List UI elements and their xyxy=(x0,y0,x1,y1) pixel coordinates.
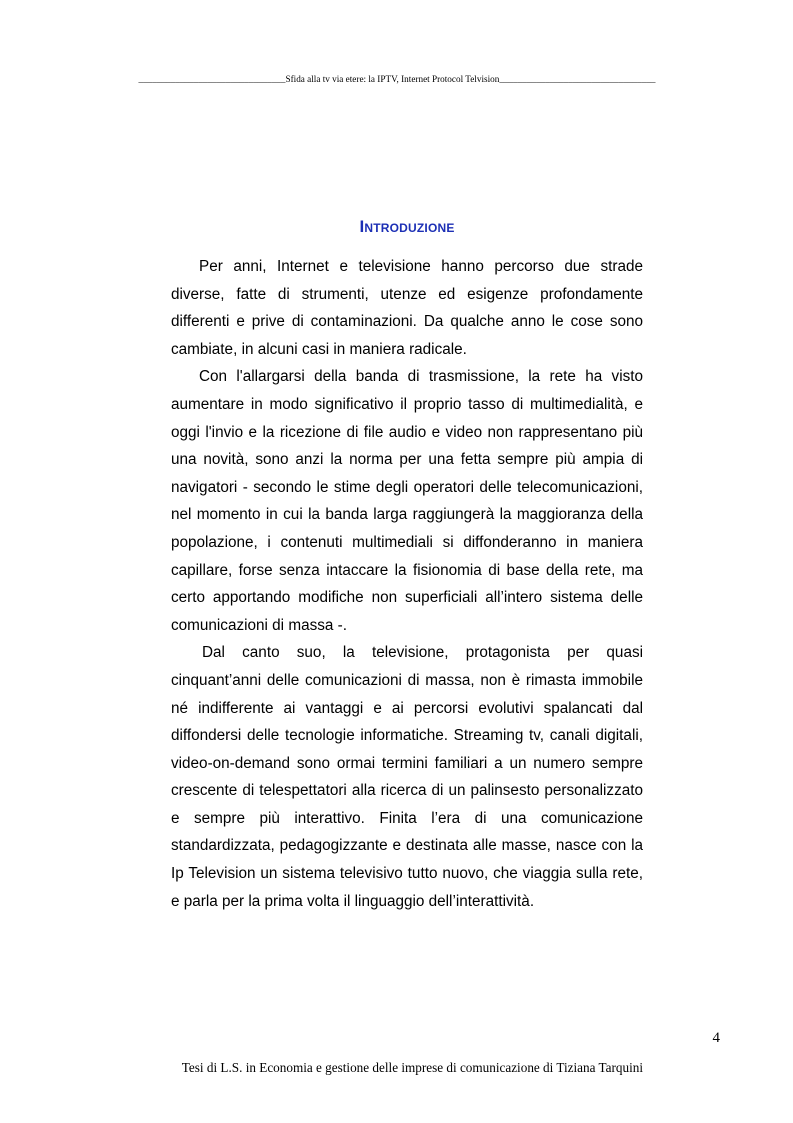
footer: Tesi di L.S. in Economia e gestione delle imprese di comunicazione di Tiziana Tarquini xyxy=(181,1060,643,1075)
page-number: 4 xyxy=(712,1030,720,1046)
body-text xyxy=(171,253,643,915)
paragraph-1: Per anni, Internet e televisione hanno percorso due strade diverse, fatte di strumenti, utenze ed esigenze profondamente differenti e prive di contaminazioni. Da qualche anno le cose sono cambiate, in alcuni casi in maniera radicale. xyxy=(171,258,643,358)
section-title: Introduzione xyxy=(359,217,455,236)
paragraph-3: Dal canto suo, la televisione, protagonista per quasi cinquant’anni delle comunicazioni di massa, non è rimasta immobile né indifferente ai vantaggi e ai percorsi evolutivi spalancati dal diffondersi delle tecnologie informatiche. Streaming tv, canali digitali, video-on-demand sono ormai termini familiari a un numero sempre crescente di telespettatori alla ricerca di un palinsesto personalizzato e sempre più interattivo. Finita l’era di una comunicazione standardizzata, pedagogizzante e destinata alle masse, nasce con la Ip Television un sistema televisivo tutto nuovo, che viaggia sulla rete, e parla per la prima volta il linguaggio dell’interattività. xyxy=(171,644,643,910)
running-header: ________________________________Sfida alla tv via etere: la IPTV, Internet Protocol Telvision__________________________________ xyxy=(138,74,656,84)
paragraph-2: Con l'allargarsi della banda di trasmissione, la rete ha visto aumentare in modo significativo il proprio tasso di multimedialità, e oggi l'invio e la ricezione di file audio e video non rappresentano più una novità, sono anzi la norma per una fetta sempre più ampia di navigatori - secondo le stime degli operatori delle telecomunicazioni, nel momento in cui la banda larga raggiungerà la maggioranza della popolazione, i contenuti multimediali si diffonderanno in maniera capillare, forse senza intaccare la fisionomia di base della rete, ma certo apportando modifiche non superficiali all’intero sistema delle comunicazioni di massa -. xyxy=(171,368,643,634)
